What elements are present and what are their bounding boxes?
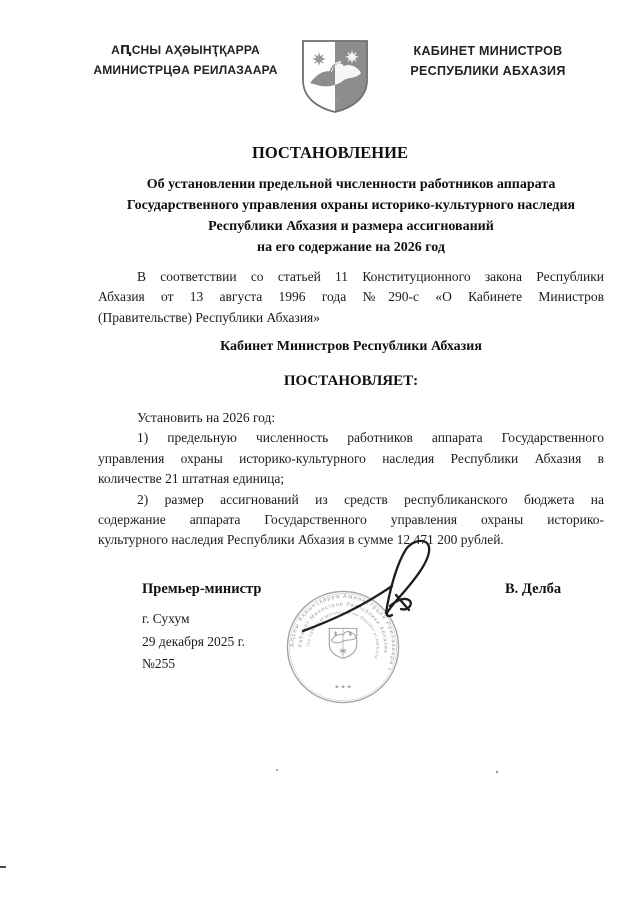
- body-line: содержание аппарата Государственного управления охраны историко-: [98, 512, 604, 528]
- scan-speck: [496, 771, 498, 773]
- body-line: Установить на 2026 год:: [137, 410, 276, 425]
- footer-date: 29 декабря 2025 г.: [142, 634, 246, 649]
- seal-inner-ring-text: The Cabinet of Ministers of the Republic of Abkhazia: [305, 609, 381, 660]
- seal-stars: ★ ★ ★: [334, 684, 352, 691]
- body-line: (Правительстве) Республики Абхазия»: [98, 309, 321, 325]
- header-russian-name: [396, 41, 580, 81]
- subject-line: Государственного управления охраны историко-культурного наследия: [126, 198, 576, 213]
- header-abkhaz-line2: АМИНИСТРЦӘА РЕИЛАЗААРА: [93, 63, 278, 77]
- header-russian-line1: КАБИНЕТ МИНИСТРОВ: [413, 44, 563, 58]
- body-line: 2) размер ассигнований из средств республиканского бюджета на: [137, 491, 604, 507]
- signer-name: В. Делба: [505, 581, 562, 597]
- document-subject: [98, 174, 604, 258]
- preamble-paragraph: [98, 267, 604, 328]
- header-abkhaz-line1: АԤСНЫ АҲӘЫНҬҚАРРА: [111, 43, 260, 57]
- body-line: В соответствии со статьей 11 Конституционного закона Республики: [137, 269, 604, 284]
- body-line: Абхазия от 13 августа 1996 года №290-с «О Кабинете Министров: [98, 289, 604, 305]
- scan-speck: [276, 769, 278, 771]
- scan-edge-mark: [0, 866, 6, 868]
- resolution-paragraphs: [98, 408, 604, 551]
- footer-city: г. Сухум: [142, 611, 190, 626]
- body-line: управления охраны историко-культурного наследия Республики Абхазия в: [98, 450, 604, 466]
- document-title: ПОСТАНОВЛЕНИЕ: [252, 143, 408, 162]
- seal-middle-ring-text: Кабинет Министров Республики Абхазия: [297, 601, 389, 654]
- body-line: количестве 21 штатная единица;: [98, 471, 285, 487]
- header-abkhaz-name: [77, 40, 294, 80]
- abkhazia-coat-of-arms-icon: [300, 38, 370, 115]
- signer-post: Премьер-министр: [142, 581, 262, 597]
- subject-line: на его содержание на 2026 год: [257, 240, 445, 255]
- issuing-body-line: Кабинет Министров Республики Абхазия: [220, 339, 482, 354]
- handwritten-signature: [292, 536, 442, 638]
- body-line: культурного наследия Республики Абхазия в сумме 12 471 200 рублей.: [98, 532, 504, 548]
- body-line: 1) предельную численность работников аппарата Государственного: [137, 430, 604, 446]
- header-russian-line2: РЕСПУБЛИКИ АБХАЗИЯ: [410, 64, 566, 78]
- decree-word: ПОСТАНОВЛЯЕТ:: [283, 373, 419, 389]
- subject-line: Республики Абхазия и размера ассигнований: [208, 219, 494, 234]
- subject-line: Об установлении предельной численности работников аппарата: [146, 177, 556, 192]
- seal-outer-ring-text: Аԥсны Аҳәынҭқарра Аминистрцәа Реилазаара •: [289, 593, 397, 672]
- footer-number: №255: [142, 656, 176, 671]
